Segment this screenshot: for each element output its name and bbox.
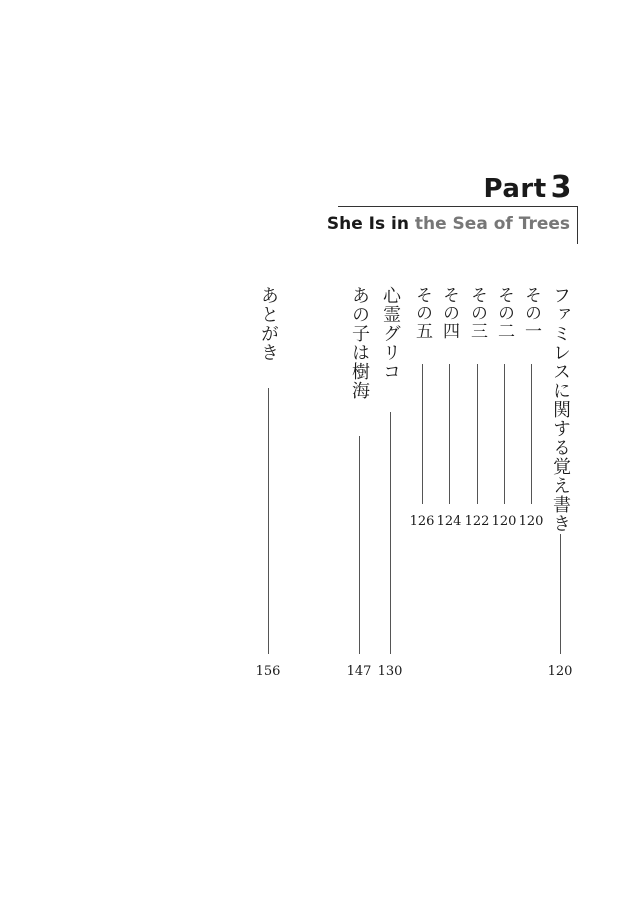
subtitle-gray: the Sea of Trees — [414, 214, 570, 234]
toc-entry-shinrei[interactable] — [378, 286, 402, 381]
toc-entry-sono2[interactable] — [492, 286, 516, 340]
toc-title[interactable]: その一 — [521, 286, 541, 340]
toc-leader-line — [422, 364, 423, 504]
toc-title[interactable]: その五 — [412, 286, 432, 340]
toc-title[interactable]: その三 — [467, 286, 487, 340]
header-rule-vertical — [577, 206, 578, 244]
toc-title[interactable]: あとがき — [258, 286, 279, 362]
toc-leader-line — [390, 412, 391, 654]
part-heading — [483, 170, 572, 205]
toc-leader-line — [560, 534, 561, 654]
toc-title[interactable]: 心霊グリコ — [380, 286, 401, 381]
toc-entry-sono1[interactable] — [519, 286, 543, 340]
toc-page-number: 120 — [547, 664, 573, 679]
toc-entry-anoko[interactable] — [347, 286, 371, 400]
toc-page-number: 126 — [409, 514, 435, 529]
toc-page-number: 120 — [491, 514, 517, 529]
part-subtitle — [327, 214, 570, 234]
part-word: Part — [483, 174, 547, 204]
toc-page-number: 147 — [346, 664, 372, 679]
toc-entry-sono3[interactable] — [465, 286, 489, 340]
toc-entry-sono5[interactable] — [410, 286, 434, 340]
toc-leader-line — [449, 364, 450, 504]
toc-title[interactable]: あの子は樹海 — [349, 286, 370, 400]
toc-entry-atogaki[interactable] — [256, 286, 280, 362]
toc-leader-line — [359, 436, 360, 654]
toc-page-number: 122 — [464, 514, 490, 529]
toc-entry-famires[interactable] — [548, 286, 572, 533]
toc-page-number: 124 — [436, 514, 462, 529]
toc-leader-line — [268, 388, 269, 654]
toc-leader-line — [504, 364, 505, 504]
toc-leader-line — [531, 364, 532, 504]
header-rule-horizontal — [338, 206, 578, 207]
toc-page-number: 130 — [377, 664, 403, 679]
toc-page-number: 156 — [255, 664, 281, 679]
subtitle-bold: She Is in — [326, 214, 409, 234]
toc-title[interactable]: その二 — [494, 286, 514, 340]
part-number: 3 — [550, 170, 572, 205]
toc-title[interactable]: ファミレスに関する覚え書き — [550, 286, 571, 533]
toc-entry-sono4[interactable] — [437, 286, 461, 340]
toc-leader-line — [477, 364, 478, 504]
toc-title[interactable]: その四 — [439, 286, 459, 340]
toc-page-number: 120 — [518, 514, 544, 529]
